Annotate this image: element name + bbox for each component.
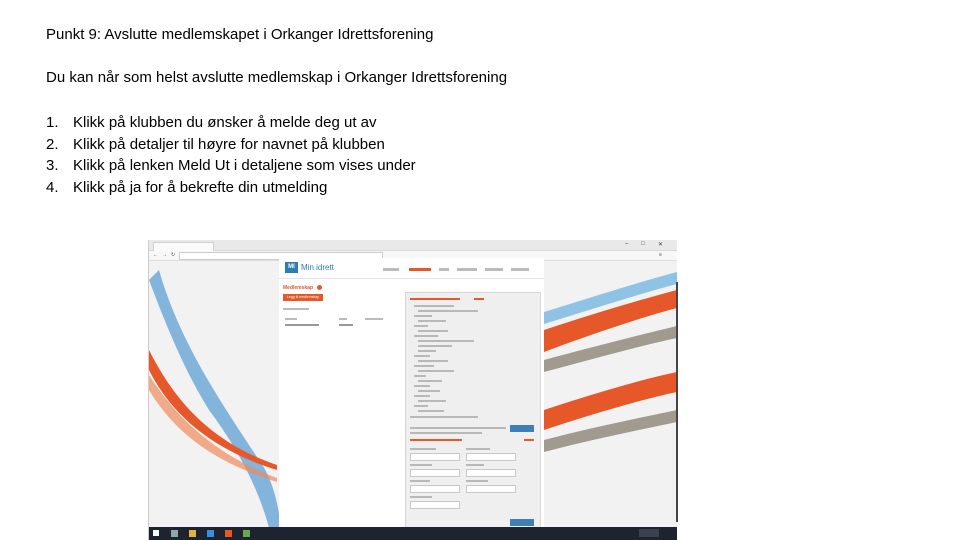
form-field[interactable] [466,469,516,477]
step-item [46,134,416,156]
steps-list [46,112,416,198]
step-number: 4. [46,178,59,196]
detail-panel [405,292,541,528]
nav-item-active[interactable] [409,268,431,271]
invoice-link[interactable] [524,439,534,441]
form-field[interactable] [410,485,460,493]
column-header [285,318,297,320]
minimize-icon[interactable]: – [625,241,629,247]
clock [639,529,659,537]
browser-tabbar [149,240,677,251]
slide-title: Punkt 9: Avslutte medlemskapet i Orkanger Idrettsforening [46,26,434,43]
save-button[interactable] [510,519,534,526]
club-row-value [339,324,353,326]
maximize-icon[interactable]: □ [641,241,645,247]
help-icon[interactable] [317,285,322,290]
forward-icon[interactable]: → [162,252,167,258]
step-text: Klikk på ja for å bekrefte din utmelding [73,178,328,196]
step-item [46,112,416,134]
step-text: Klikk på lenken Meld Ut i detaljene som vises under [73,157,416,174]
nav-item[interactable] [511,268,529,271]
logo-mark: MI [285,262,298,273]
form-field[interactable] [466,453,516,461]
nav-item[interactable] [485,268,503,271]
section-title: Medlemskap [283,285,314,291]
search-icon[interactable] [171,530,178,537]
club-row[interactable] [285,324,319,326]
add-membership-button[interactable]: Legg til medlemskap [283,294,323,301]
browser-icon[interactable] [207,530,214,537]
confirm-button[interactable] [510,425,534,432]
step-text: Klikk på klubben du ønsker å melde deg ut av [73,114,377,131]
logo-text: Min idrett [301,263,334,272]
form-field[interactable] [410,501,460,509]
menu-icon[interactable]: ≡ [659,252,662,258]
form-field[interactable] [410,453,460,461]
step-number: 2. [46,135,59,153]
slide-intro: Du kan når som helst avslutte medlemskap i Orkanger Idrettsforening [46,69,508,86]
column-header [365,318,383,320]
details-link[interactable] [474,298,484,300]
app-header [279,258,544,279]
form-field[interactable] [466,485,516,493]
invoice-title [410,439,462,441]
reload-icon[interactable]: ↻ [171,252,176,258]
app-icon[interactable] [225,530,232,537]
close-icon[interactable]: ✕ [658,242,664,248]
start-icon[interactable] [153,530,159,536]
form-field[interactable] [410,469,460,477]
step-number: 3. [46,157,59,174]
embedded-screenshot [148,240,677,540]
back-icon[interactable]: ← [153,252,158,258]
screenshot-edge [676,282,678,522]
step-text: Klikk på detaljer til høyre for navnet på klubben [73,135,385,153]
nav-item[interactable] [439,268,449,271]
column-header [339,318,347,320]
step-item [46,155,416,177]
nav-item[interactable] [383,268,399,271]
nav-item[interactable] [457,268,477,271]
taskbar [149,527,677,540]
app-icon[interactable] [243,530,250,537]
folder-icon[interactable] [189,530,196,537]
list-label [283,308,309,310]
detail-title [410,298,460,300]
step-item [46,177,416,199]
step-number: 1. [46,114,59,131]
app-window [279,258,544,528]
browser-tab[interactable] [153,242,214,251]
